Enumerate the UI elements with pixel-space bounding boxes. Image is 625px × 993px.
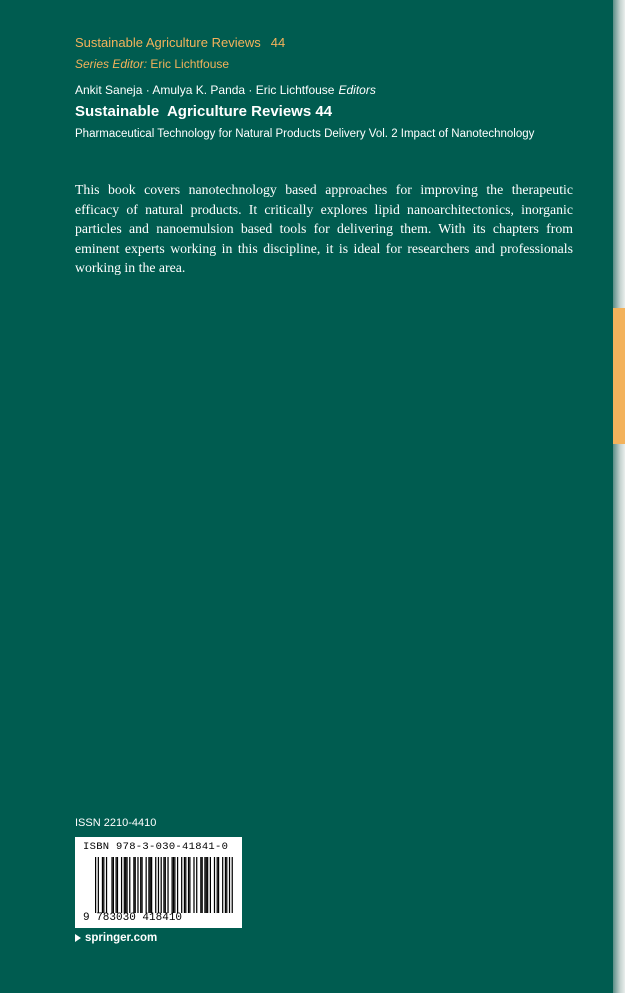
barcode-bar [98,857,99,913]
barcode-bar [177,857,178,913]
isbn-text: ISBN 978-3-030-41841-0 [83,841,229,853]
spine-edge [613,0,625,993]
barcode-bars [95,857,233,913]
barcode-bar [184,857,185,913]
barcode-bar [173,857,174,913]
barcode-bar [95,857,96,913]
barcode-bar [188,857,189,913]
barcode-bar [232,857,233,913]
barcode-bar [167,857,168,913]
barcode-bar [189,857,190,913]
publisher-url: springer.com [85,932,158,944]
barcode-bar [229,857,230,913]
barcode-bar [124,857,125,913]
barcode-bar [214,857,215,913]
publisher-link[interactable] [75,932,157,944]
barcode-bar [206,857,207,913]
series-title [75,35,285,50]
barcode-bar [217,857,218,913]
editors-role: Editors [338,83,376,97]
isbn-barcode [75,837,242,928]
barcode-bar [121,857,122,913]
barcode-bar [141,857,142,913]
barcode-bar [202,857,203,913]
barcode-bar [174,857,175,913]
book-title: Sustainable Agriculture Reviews 44 [75,103,333,120]
series-number: 44 [270,35,286,50]
spine-accent-tab [613,308,625,444]
barcode-bar [116,857,117,913]
barcode-bar [148,857,149,913]
book-blurb: This book covers nanotechnology based approaches for improving the therapeutic efficacy of natural products. It critically explores lipid nanoarchitectonics, inorganic particles and nanoemulsion based tools for delivering them. With its chapters from eminent experts working in this discipline, it is ideal for researchers and professionals working in the area. [75,182,573,275]
barcode-bar [193,857,194,913]
barcode-bar [146,857,147,913]
barcode-bar [126,857,127,913]
series-editor-name: Eric Lichtfouse [150,57,230,71]
series-editor [75,57,229,71]
barcode-bar [196,857,197,913]
barcode-bar [129,857,130,913]
barcode-bar [133,857,134,913]
barcode-bar [102,857,103,913]
barcode-bar [225,857,226,913]
barcode-bar [111,857,112,913]
barcode-bar [137,857,138,913]
barcode-bar [135,857,136,913]
editors-names: Ankit Saneja · Amulya K. Panda · Eric Lichtfouse [75,83,335,97]
barcode-bar [185,857,186,913]
barcode-bar [161,857,162,913]
book-editors [75,83,376,97]
barcode-bar [200,857,201,913]
series-editor-label: Series Editor: [75,57,148,71]
barcode-bar [125,857,126,913]
barcode-bar [210,857,211,913]
issn: ISSN 2210-4410 [75,817,157,829]
barcode-bar [103,857,104,913]
barcode-bar [172,857,173,913]
barcode-bar [140,857,141,913]
barcode-bar [158,857,159,913]
barcode-bar [181,857,182,913]
barcode-bar [106,857,107,913]
barcode-bar [117,857,118,913]
barcode-bar [226,857,227,913]
book-subtitle: Pharmaceutical Technology for Natural Products Delivery Vol. 2 Impact of Nanotechnology [75,128,535,140]
barcode-bar [207,857,208,913]
barcode-bar [163,857,164,913]
play-arrow-icon [75,934,81,942]
barcode-bar [165,857,166,913]
barcode-bar [151,857,152,913]
barcode-bar [113,857,114,913]
ean-text: 9 783030 418410 [83,912,183,924]
barcode-bar [218,857,219,913]
barcode-bar [150,857,151,913]
barcode-bar [222,857,223,913]
barcode-bar [155,857,156,913]
series-name: Sustainable Agriculture Reviews [75,35,261,50]
barcode-bar [204,857,205,913]
